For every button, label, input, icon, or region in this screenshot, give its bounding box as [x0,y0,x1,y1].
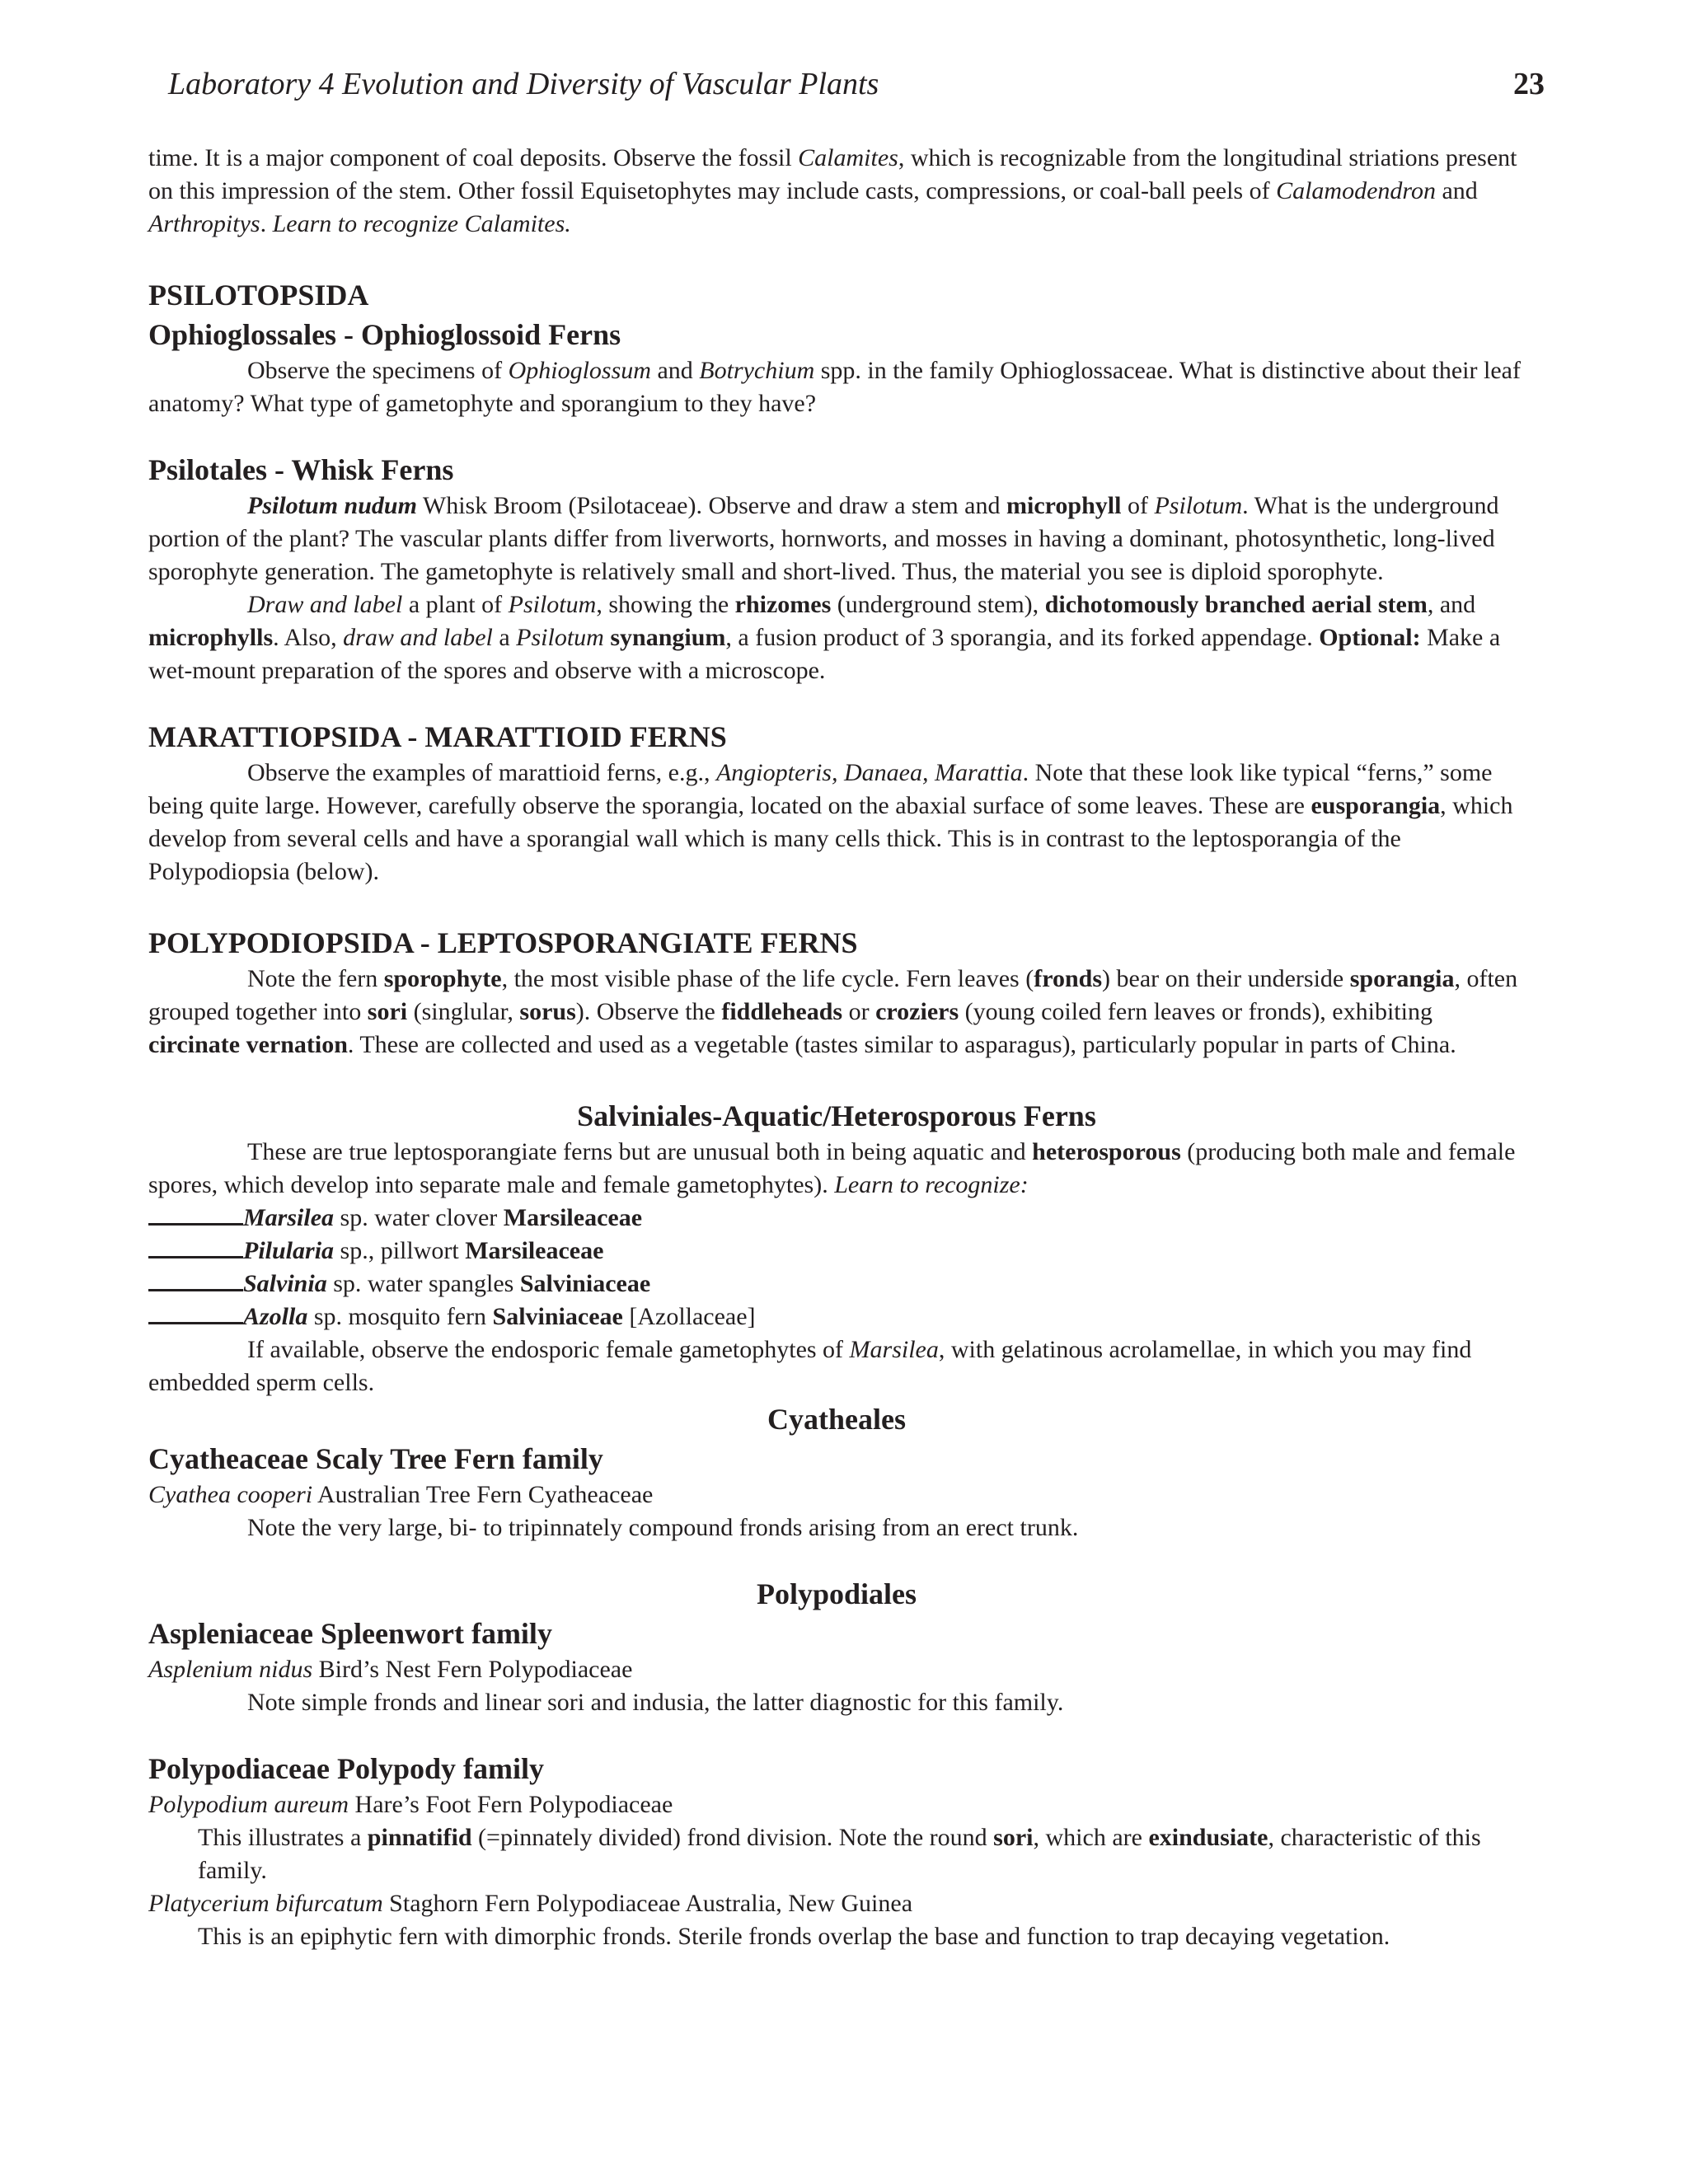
section-heading-cyatheales: Cyatheales [767,1403,906,1436]
psilotales-paragraph-2: Draw and label a plant of Psilotum, showing the rhizomes (underground stem), dichotomously branched aerial stem, and microphylls. Also, draw and label a Psilotum synangium, a fusion product of 3 sporangia, and its forked appendage. Optional: Make a wet-mount preparation of the spores and observe with a microscope. [148,591,1501,684]
species-line: Polypodium aureum Hare’s Foot Fern Polypodiaceae [148,1791,673,1818]
species-line: Platycerium bifurcatum Staghorn Fern Polypodiaceae Australia, New Guinea [148,1890,913,1917]
section-heading-polypodiopsida: POLYPODIOPSIDA - LEPTOSPORANGIATE FERNS [148,926,858,959]
section-heading-psilotopsida: PSILOTOPSIDA [148,279,369,312]
family-heading-polypodiaceae: Polypodiaceae Polypody family [148,1752,544,1785]
species-line: Asplenium nidus Bird’s Nest Fern Polypodiaceae [148,1656,633,1683]
ophioglossales-paragraph: Observe the specimens of Ophioglossum and Botrychium spp. in the family Ophioglossaceae. What is distinctive about their leaf anatomy? What type of gametophyte and sporangium to they have? [148,357,1521,417]
checklist-item: Salvinia sp. water spangles Salviniaceae [148,1268,1525,1301]
section-heading-polypodiales: Polypodiales [756,1577,917,1610]
species-note: This illustrates a pinnatifid (=pinnately divided) frond division. Note the round sori, which are exindusiate, characteristic of this family. [198,1824,1481,1884]
running-title: Laboratory 4 Evolution and Diversity of Vascular Plants [168,67,879,101]
section-heading-marattiopsida: MARATTIOPSIDA - MARATTIOID FERNS [148,720,727,753]
species-line: Cyathea cooperi Australian Tree Fern Cyatheaceae [148,1481,654,1508]
family-heading-aspleniaceae: Aspleniaceae Spleenwort family [148,1617,552,1650]
species-note: Note the very large, bi- to tripinnately compound fronds arising from an erect trunk. [247,1514,1079,1541]
intro-paragraph: time. It is a major component of coal deposits. Observe the fossil Calamites, which is recognizable from the longitudinal striations present on this impression of the stem. Other fossil Equisetophytes may include casts, compressions, or coal-ball peels of Calamodendron and Arthropitys. Learn to recognize Calamites. [148,144,1517,237]
family-heading-cyatheaceae: Cyatheaceae Scaly Tree Fern family [148,1442,603,1475]
marattiopsida-paragraph: Observe the examples of marattioid ferns, e.g., Angiopteris, Danaea, Marattia. Note that these look like typical “ferns,” some being quite large. However, carefully observe the sporangia, located on the abaxial surface of some leaves. These are eusporangia, which develop from several cells and have a sporangial wall which is many cells thick. This is in contrast to the leptosporangia of the Polypodiopsia (below). [148,759,1513,885]
checklist-item: Pilularia sp., pillwort Marsileaceae [148,1235,1525,1268]
page-number: 23 [1513,67,1545,101]
section-heading-salviniales: Salviniales-Aquatic/Heterosporous Ferns [577,1099,1096,1132]
page-body [148,142,1525,1953]
species-note: This is an epiphytic fern with dimorphic fronds. Sterile fronds overlap the base and function to trap decaying vegetation. [198,1923,1390,1950]
species-note: Note simple fronds and linear sori and indusia, the latter diagnostic for this family. [247,1689,1064,1716]
page-header [158,66,1545,107]
subsection-heading-ophioglossales: Ophioglossales - Ophioglossoid Ferns [148,318,621,351]
checklist-item: Azolla sp. mosquito fern Salviniaceae [Azollaceae] [148,1301,1525,1333]
polypodiopsida-paragraph: Note the fern sporophyte, the most visible phase of the life cycle. Fern leaves (fronds) bear on their underside sporangia, often grouped together into sori (singlular, sorus). Observe the fiddleheads or croziers (young coiled fern leaves or fronds), exhibiting circinate vernation. These are collected and used as a vegetable (tastes similar to asparagus), particularly popular in parts of China. [148,965,1518,1058]
checklist-item: Marsilea sp. water clover Marsileaceae [148,1202,1525,1235]
subsection-heading-psilotales: Psilotales - Whisk Ferns [148,453,454,486]
salviniales-paragraph: These are true leptosporangiate ferns but are unusual both in being aquatic and heterosporous (producing both male and female spores, which develop into separate male and female gametophytes). Learn to recognize: [148,1138,1516,1198]
psilotales-paragraph-1: Psilotum nudum Whisk Broom (Psilotaceae). Observe and draw a stem and microphyll of Psilotum. What is the underground portion of the plant? The vascular plants differ from liverworts, hornworts, and mosses in having a dominant, photosynthetic, long-lived sporophyte generation. The gametophyte is relatively small and short-lived. Thus, the material you see is diploid sporophyte. [148,492,1499,585]
checkbox-blank[interactable] [148,1235,243,1258]
salviniales-closing-paragraph: If available, observe the endosporic female gametophytes of Marsilea, with gelatinous acrolamellae, in which you may find embedded sperm cells. [148,1336,1472,1396]
checkbox-blank[interactable] [148,1202,243,1226]
checkbox-blank[interactable] [148,1268,243,1291]
checkbox-blank[interactable] [148,1301,243,1324]
